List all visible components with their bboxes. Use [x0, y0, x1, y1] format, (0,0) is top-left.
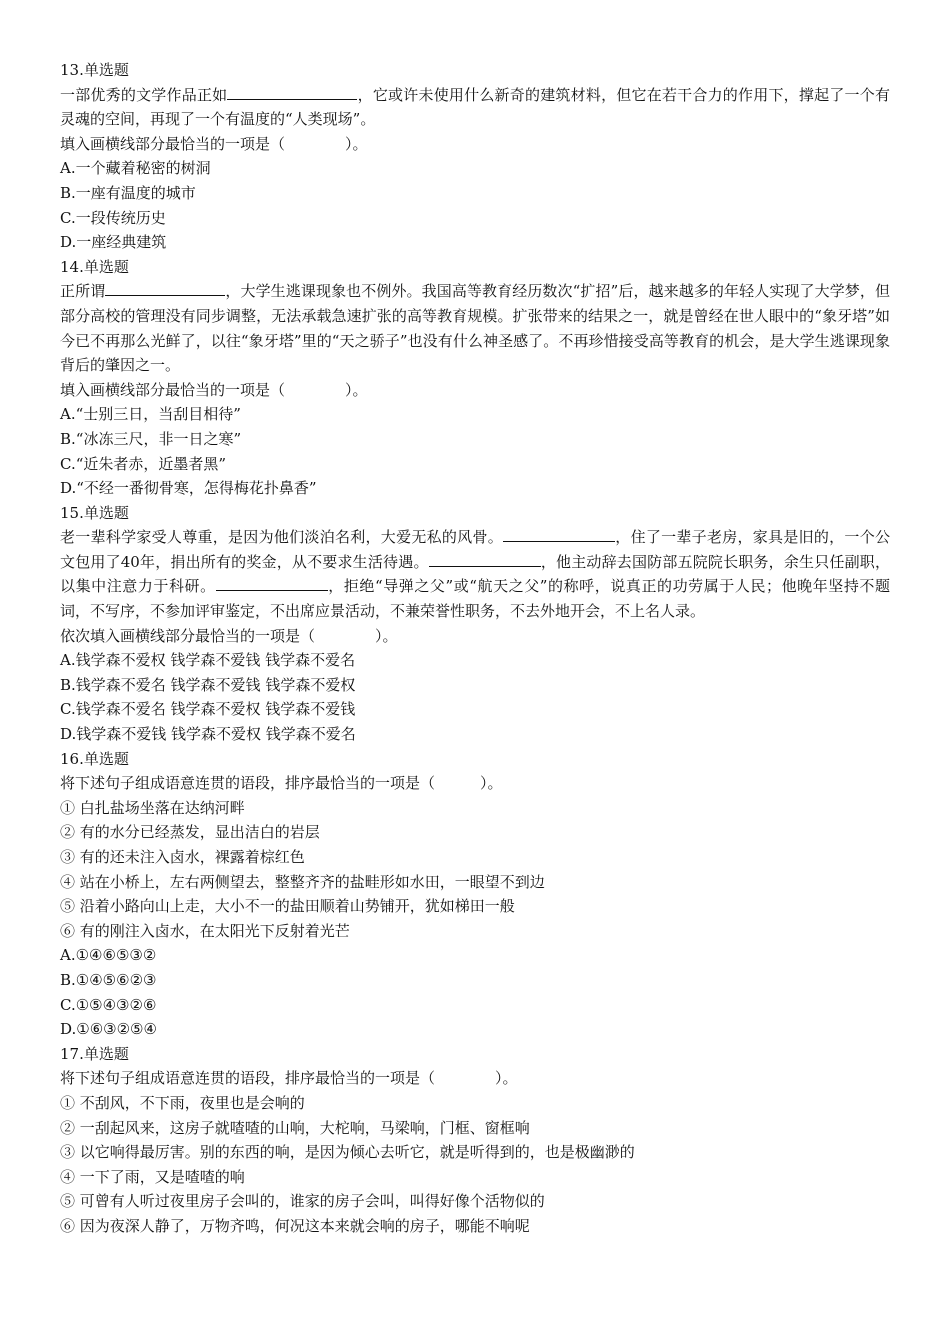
option-c[interactable]: C.钱学森不爱名 钱学森不爱权 钱学森不爱钱 [60, 700, 356, 719]
option-a[interactable]: A.“士别三日，当刮目相待” [60, 405, 241, 424]
sentence-item: ⑥ 因为夜深人静了，万物齐鸣，何况这本来就会响的房子，哪能不响呢 [60, 1216, 530, 1235]
question-prompt: 将下述句子组成语意连贯的语段，排序最恰当的一项是（ ）。 [60, 774, 503, 793]
option-d[interactable]: D.钱学森不爱钱 钱学森不爱权 钱学森不爱名 [60, 725, 356, 744]
stem-text: ，大学生逃课现象也不例外。我国高等教育经历数次“扩招”后，越来越多的年轻人实现了大学梦，但部分高校的管理没有同步调整，无法承载急速扩张的高等教育规模。扩张带来的结果之一，就是曾经在世人眼中的“象牙塔”如今已不再那么光鲜了，以往“象牙塔”里的“天之骄子”也没有什么神圣感了。不再珍惜接受高等教育的机会，是大学生逃课现象背后的肇因之一。 [60, 282, 890, 375]
question-14 [60, 255, 890, 501]
stem-text: 老一辈科学家受人尊重，是因为他们淡泊名利，大爱无私的风骨。 [60, 528, 504, 547]
option-c[interactable]: C.“近朱者赤，近墨者黑” [60, 454, 227, 473]
question-prompt: 填入画横线部分最恰当的一项是（ ）。 [60, 380, 368, 399]
answer-blank [105, 280, 225, 296]
option-d[interactable]: D.①⑥③②⑤④ [60, 1020, 157, 1039]
question-prompt: 将下述句子组成语意连贯的语段，排序最恰当的一项是（ ）。 [60, 1069, 518, 1088]
sentence-item: ① 不刮风，不下雨，夜里也是会响的 [60, 1093, 305, 1112]
question-header: 16.单选题 [60, 749, 129, 768]
option-d[interactable]: D.“不经一番彻骨寒，怎得梅花扑鼻香” [60, 479, 317, 498]
option-a[interactable]: A.①④⑥⑤③② [60, 946, 157, 965]
answer-blank [227, 84, 357, 100]
stem-text: ，他主动辞去国防部五院院长职务，余生只任副职，以集中注意力于科研。 [60, 552, 890, 596]
stem-text: 一部优秀的文学作品正如 [60, 85, 228, 104]
option-d[interactable]: D.一座经典建筑 [60, 233, 167, 252]
option-a[interactable]: A.钱学森不爱权 钱学森不爱钱 钱学森不爱名 [60, 651, 356, 670]
answer-blank [503, 526, 615, 542]
answer-blank [429, 551, 541, 567]
question-13 [60, 58, 890, 255]
question-15 [60, 501, 890, 747]
stem-text: ，拒绝“导弹之父”或“航天之父”的称呼，说真正的功劳属于人民；他晚年坚持不题词，不写序，不参加评审鉴定，不出席应景活动，不兼荣誉性职务，不去外地开会，不上名人录。 [60, 577, 890, 621]
sentence-item: ④ 一下了雨，又是喳喳的响 [60, 1167, 245, 1186]
sentence-item: ② 一刮起风来，这房子就喳喳的山响，大柁响，马梁响，门框、窗框响 [60, 1118, 530, 1137]
option-a[interactable]: A.一个藏着秘密的树洞 [60, 159, 211, 178]
question-header: 13.单选题 [60, 61, 129, 79]
sentence-item: ⑥ 有的刚注入卤水，在太阳光下反射着光芒 [60, 921, 350, 940]
sentence-item: ① 白扎盐场坐落在达纳河畔 [60, 798, 245, 817]
stem-text: 正所谓 [60, 282, 106, 301]
sentence-item: ⑤ 沿着小路向山上走，大小不一的盐田顺着山势铺开，犹如梯田一般 [60, 897, 515, 916]
answer-blank [216, 575, 328, 591]
question-stem [60, 83, 890, 132]
sentence-item: ② 有的水分已经蒸发，显出洁白的岩层 [60, 823, 320, 842]
option-c[interactable]: C.一段传统历史 [60, 208, 166, 227]
question-stem [60, 279, 890, 377]
option-c[interactable]: C.①⑤④③②⑥ [60, 995, 157, 1014]
question-16 [60, 747, 890, 1042]
option-b[interactable]: B.钱学森不爱名 钱学森不爱钱 钱学森不爱权 [60, 675, 356, 694]
sentence-item: ④ 站在小桥上，左右两侧望去，整整齐齐的盐畦形如水田，一眼望不到边 [60, 872, 545, 891]
stem-text: ，它或许未使用什么新奇的建筑材料，但它在若干合力的作用下，撑起了一个有灵魂的空间，再现了一个有温度的“人类现场”。 [60, 85, 890, 129]
question-header: 14.单选题 [60, 257, 129, 276]
sentence-item: ③ 有的还未注入卤水，裸露着棕红色 [60, 848, 305, 866]
question-header: 17.单选题 [60, 1044, 129, 1063]
sentence-item: ⑤ 可曾有人听过夜里房子会叫的，谁家的房子会叫，叫得好像个活物似的 [60, 1192, 545, 1211]
question-prompt: 填入画横线部分最恰当的一项是（ ）。 [60, 134, 368, 153]
option-b[interactable]: B.一座有温度的城市 [60, 183, 196, 202]
option-b[interactable]: B.①④⑤⑥②③ [60, 970, 157, 989]
question-17 [60, 1042, 890, 1239]
sentence-item: ③ 以它响得最厉害。别的东西的响，是因为倾心去听它，就是听得到的，也是极幽渺的 [60, 1143, 635, 1162]
question-stem [60, 525, 890, 623]
stem-text: ，住了一辈子老房，家具是旧的，一个公文包用了40年，捐出所有的奖金，从不要求生活待遇。 [60, 528, 890, 571]
question-header: 15.单选题 [60, 503, 129, 522]
question-prompt: 依次填入画横线部分最恰当的一项是（ ）。 [60, 626, 398, 645]
option-b[interactable]: B.“冰冻三尺，非一日之寒” [60, 429, 242, 448]
